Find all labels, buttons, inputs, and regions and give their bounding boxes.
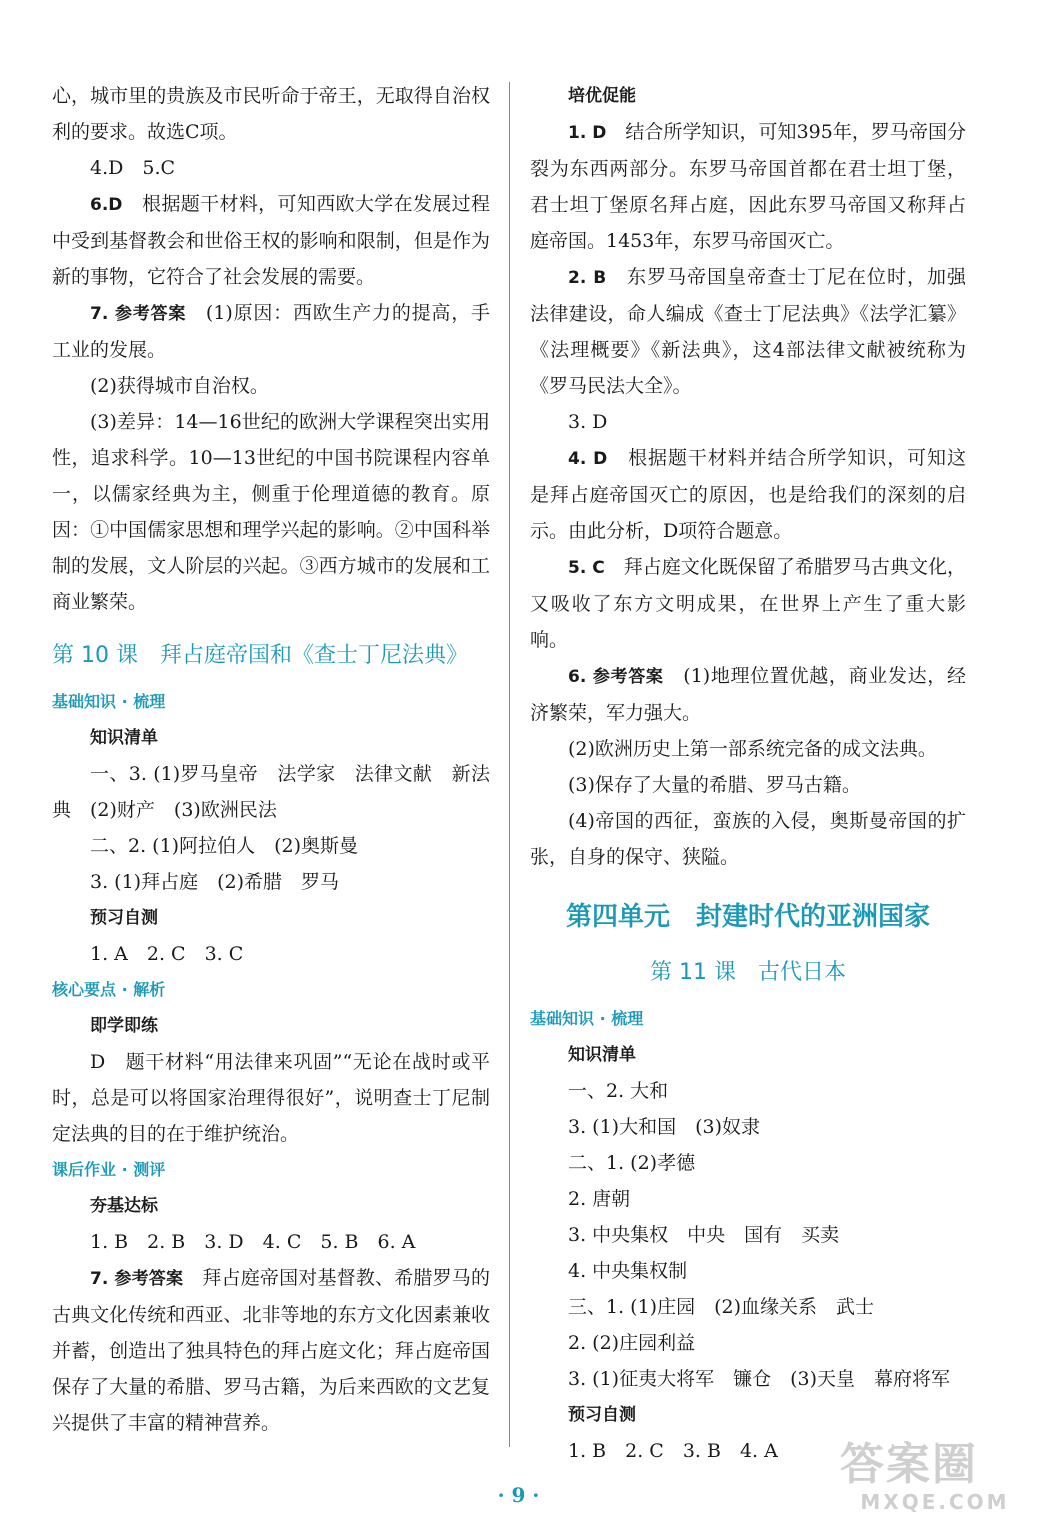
answer-item <box>530 440 966 549</box>
answer-text: 拜占庭帝国对基督教、希腊罗马的古典文化传统和西亚、北非等地的东方文化因素兼收并蓄，创造出了独具特色的拜占庭文化；拜占庭帝国保存了大量的希腊、罗马古籍，为后来西欧的文艺复兴提供了丰富的精神营养。 <box>52 1267 490 1434</box>
answer-line: 二、2. (1)阿拉伯人 (2)奥斯曼 <box>90 835 358 857</box>
answer-text: 结合所学知识，可知395年，罗马帝国分裂为东西两部分。东罗马帝国首都在君士坦丁堡，君士坦丁堡原名拜占庭，因此东罗马帝国又称拜占庭帝国。1453年，东罗马帝国灭亡。 <box>530 121 966 252</box>
answer-label: 7. 参考答案 <box>90 304 187 324</box>
paragraph: 心，城市里的贵族及市民听命于帝王，无取得自治权利的要求。故选C项。 <box>52 85 490 143</box>
answer-line: (2)欧洲历史上第一部系统完备的成文法典。 <box>568 738 937 760</box>
answer-item <box>52 1260 490 1441</box>
answer-text: (1)原因：西欧生产力的提高，手工业的发展。 <box>52 302 490 361</box>
answer-line: 1. A 2. C 3. C <box>90 943 244 965</box>
column-divider <box>509 82 510 1447</box>
answer-item <box>530 658 966 731</box>
answer-item <box>530 114 966 259</box>
answer-line: 3. (1)大和国 (3)奴隶 <box>568 1116 760 1138</box>
answer-line: 2. (2)庄园利益 <box>568 1332 696 1354</box>
answer-text: 拜占庭文化既保留了希腊罗马古典文化，又吸收了东方文明成果，在世界上产生了重大影响。 <box>530 556 966 651</box>
answer-label: 7. 参考答案 <box>90 1269 184 1289</box>
answer-number: 5. C <box>568 558 605 578</box>
subheading: 即学即练 <box>90 1016 158 1036</box>
answer-item <box>530 549 966 658</box>
answer-number: 4. D <box>568 449 608 469</box>
page-number: · 9 · <box>497 1483 540 1507</box>
answer-number: 1. D <box>568 123 607 143</box>
answer-text: 东罗马帝国皇帝查士丁尼在位时，加强法律建设，命人编成《查士丁尼法典》《法学汇纂》《法理概要》《新法典》，这4部法律文献被统称为《罗马民法大全》。 <box>530 266 966 397</box>
answer-line: 3. (1)征夷大将军 镰仓 (3)天皇 幕府将军 <box>568 1368 950 1390</box>
subheading: 培优促能 <box>568 86 636 106</box>
answer-line: (4)帝国的西征，蛮族的入侵，奥斯曼帝国的扩张，自身的保守、狭隘。 <box>530 810 966 868</box>
answer-number: 6.D <box>90 195 123 215</box>
watermark-logo <box>840 1440 1030 1530</box>
answer-line: 3. D <box>568 411 608 433</box>
subheading: 知识清单 <box>90 728 158 748</box>
answer-label: 6. 参考答案 <box>568 667 664 687</box>
answer-line: 3. (1)拜占庭 (2)希腊 罗马 <box>90 871 339 893</box>
answer-line: 1. B 2. B 3. D 4. C 5. B 6. A <box>90 1231 416 1253</box>
answer-text: (1)地理位置优越，商业发达，经济繁荣，军力强大。 <box>530 665 966 724</box>
subheading: 夯基达标 <box>90 1196 158 1216</box>
lesson-title: 第 11 课 古代日本 <box>650 960 846 985</box>
answer-line: 三、1. (1)庄园 (2)血缘关系 武士 <box>568 1296 874 1318</box>
answer-line: 4.D 5.C <box>90 157 176 179</box>
right-column <box>530 78 966 1469</box>
answer-text: 根据题干材料并结合所学知识，可知这是拜占庭帝国灭亡的原因，也是给我们的深刻的启示。由此分析，D项符合题意。 <box>530 447 966 542</box>
answer-line: 4. 中央集权制 <box>568 1260 688 1282</box>
subheading: 预习自测 <box>568 1405 636 1425</box>
section-heading: 核心要点 · 解析 <box>52 980 166 999</box>
lesson-title: 第 10 课 拜占庭帝国和《查士丁尼法典》 <box>52 643 468 668</box>
answer-item <box>530 259 966 404</box>
watermark-text: 答案圈 <box>840 1439 978 1490</box>
answer-line: D 题干材料“用法律来巩固”“无论在战时或平时，总是可以将国家治理得很好”，说明查士丁尼制定法典的目的在于维护统治。 <box>52 1051 490 1145</box>
answer-item <box>52 186 490 295</box>
unit-title: 第四单元 封建时代的亚洲国家 <box>565 902 930 932</box>
answer-line: 一、3. (1)罗马皇帝 法学家 法律文献 新法典 (2)财产 (3)欧洲民法 <box>52 763 490 821</box>
answer-line: 3. 中央集权 中央 国有 买卖 <box>568 1224 840 1246</box>
subheading: 知识清单 <box>568 1045 636 1065</box>
subheading: 预习自测 <box>90 908 158 928</box>
section-heading: 基础知识 · 梳理 <box>530 1009 644 1028</box>
answer-line: 1. B 2. C 3. B 4. A <box>568 1440 778 1462</box>
section-heading: 课后作业 · 测评 <box>52 1160 166 1179</box>
left-column <box>52 78 490 1441</box>
answer-item <box>52 295 490 368</box>
answer-line: (2)获得城市自治权。 <box>90 375 269 397</box>
section-heading: 基础知识 · 梳理 <box>52 692 166 711</box>
answer-line: (3)保存了大量的希腊、罗马古籍。 <box>568 774 861 796</box>
answer-number: 2. B <box>568 268 607 288</box>
watermark-url: MXQE.COM <box>860 1490 1010 1514</box>
answer-text: 根据题干材料，可知西欧大学在发展过程中受到基督教会和世俗王权的影响和限制，但是作为新的事物，它符合了社会发展的需要。 <box>52 193 490 288</box>
answer-line: 二、1. (2)孝德 <box>568 1152 696 1174</box>
answer-line: 一、2. 大和 <box>568 1080 669 1102</box>
answer-line: 2. 唐朝 <box>568 1188 631 1210</box>
answer-line: (3)差异：14—16世纪的欧洲大学课程突出实用性，追求科学。10—13世纪的中国书院课程内容单一，以儒家经典为主，侧重于伦理道德的教育。原因：①中国儒家思想和理学兴起的影响。②中国科举制的发展，文人阶层的兴起。③西方城市的发展和工商业繁荣。 <box>52 411 490 613</box>
